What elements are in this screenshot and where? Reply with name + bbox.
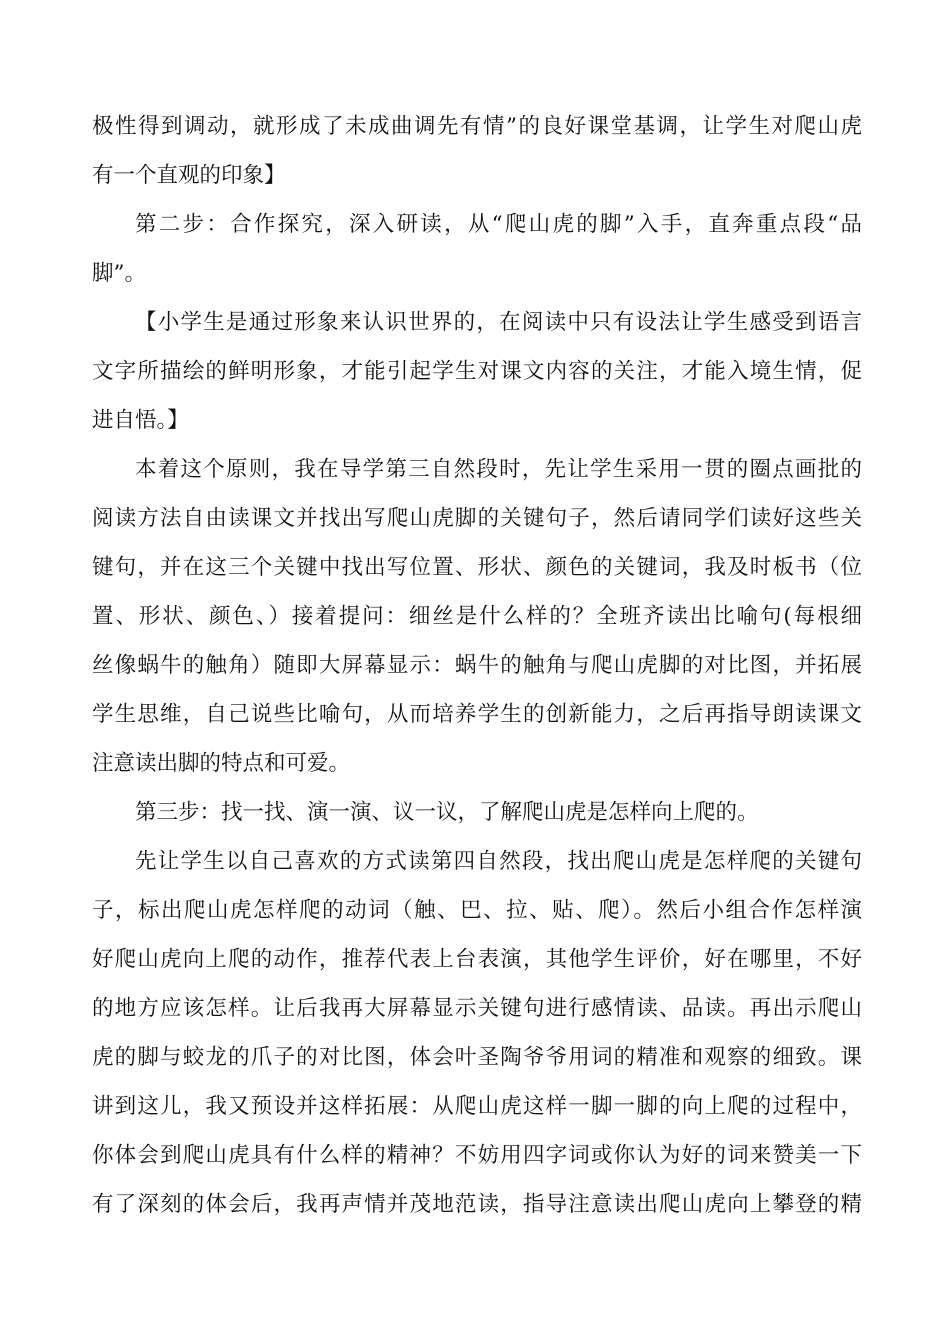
body-text [92, 102, 862, 1229]
text-line: 好爬山虎向上爬的动作，推荐代表上台表演，其他学生评价，好在哪里，不好 [92, 947, 862, 972]
text-line: 本着这个原则，我在导学第三自然段时，先让学生采用一贯的圈点画批的 [135, 457, 862, 482]
text-line: 第三步：找一找、演一演、议一议，了解爬山虎是怎样向上爬的。 [135, 800, 759, 825]
text-line: 阅读方法自由读课文并找出写爬山虎脚的关键句子，然后请同学们读好这些关 [92, 506, 862, 531]
text-line: 子，标出爬山虎怎样爬的动词（触、巴、拉、贴、爬）。然后小组合作怎样演 [92, 898, 862, 923]
text-line: 进自悟。】 [92, 408, 189, 433]
text-line: 有了深刻的体会后，我再声情并茂地范读，指导注意读出爬山虎向上攀登的精 [92, 1192, 862, 1217]
text-line: 虎的脚与蛟龙的爪子的对比图，体会叶圣陶爷爷用词的精准和观察的细致。课 [92, 1045, 862, 1070]
text-line: 置、形状、颜色、）接着提问：细丝是什么样的？全班齐读出比喻句(每根细 [92, 604, 862, 629]
text-line: 讲到这儿，我又预设并这样拓展：从爬山虎这样一脚一脚的向上爬的过程中， [92, 1094, 862, 1119]
text-line: 文字所描绘的鲜明形象，才能引起学生对课文内容的关注，才能入境生情，促 [92, 359, 862, 384]
text-line: 键句，并在这三个关键中找出写位置、形状、颜色的关键词，我及时板书（位 [92, 555, 862, 580]
text-line: 【小学生是通过形象来认识世界的，在阅读中只有设法让学生感受到语言 [135, 310, 862, 335]
text-line: 先让学生以自己喜欢的方式读第四自然段，找出爬山虎是怎样爬的关键句 [135, 849, 862, 874]
text-line: 注意读出脚的特点和可爱。 [92, 751, 351, 776]
text-line: 有一个直观的印象】 [92, 163, 286, 188]
text-line: 学生思维，自己说些比喻句，从而培养学生的创新能力，之后再指导朗读课文 [92, 702, 862, 727]
text-line: 的地方应该怎样。让后我再大屏幕显示关键句进行感情读、品读。再出示爬山 [92, 996, 862, 1021]
text-line: 脚”。 [92, 261, 146, 286]
text-line: 你体会到爬山虎具有什么样的精神？不妨用四字词或你认为好的词来赞美一下 [92, 1143, 862, 1168]
text-line: 第二步：合作探究，深入研读，从“爬山虎的脚”入手，直奔重点段“品 [135, 212, 862, 237]
text-line: 丝像蜗牛的触角）随即大屏幕显示：蜗牛的触角与爬山虎脚的对比图，并拓展 [92, 653, 862, 678]
text-line: 极性得到调动，就形成了未成曲调先有情”的良好课堂基调，让学生对爬山虎 [92, 114, 862, 139]
